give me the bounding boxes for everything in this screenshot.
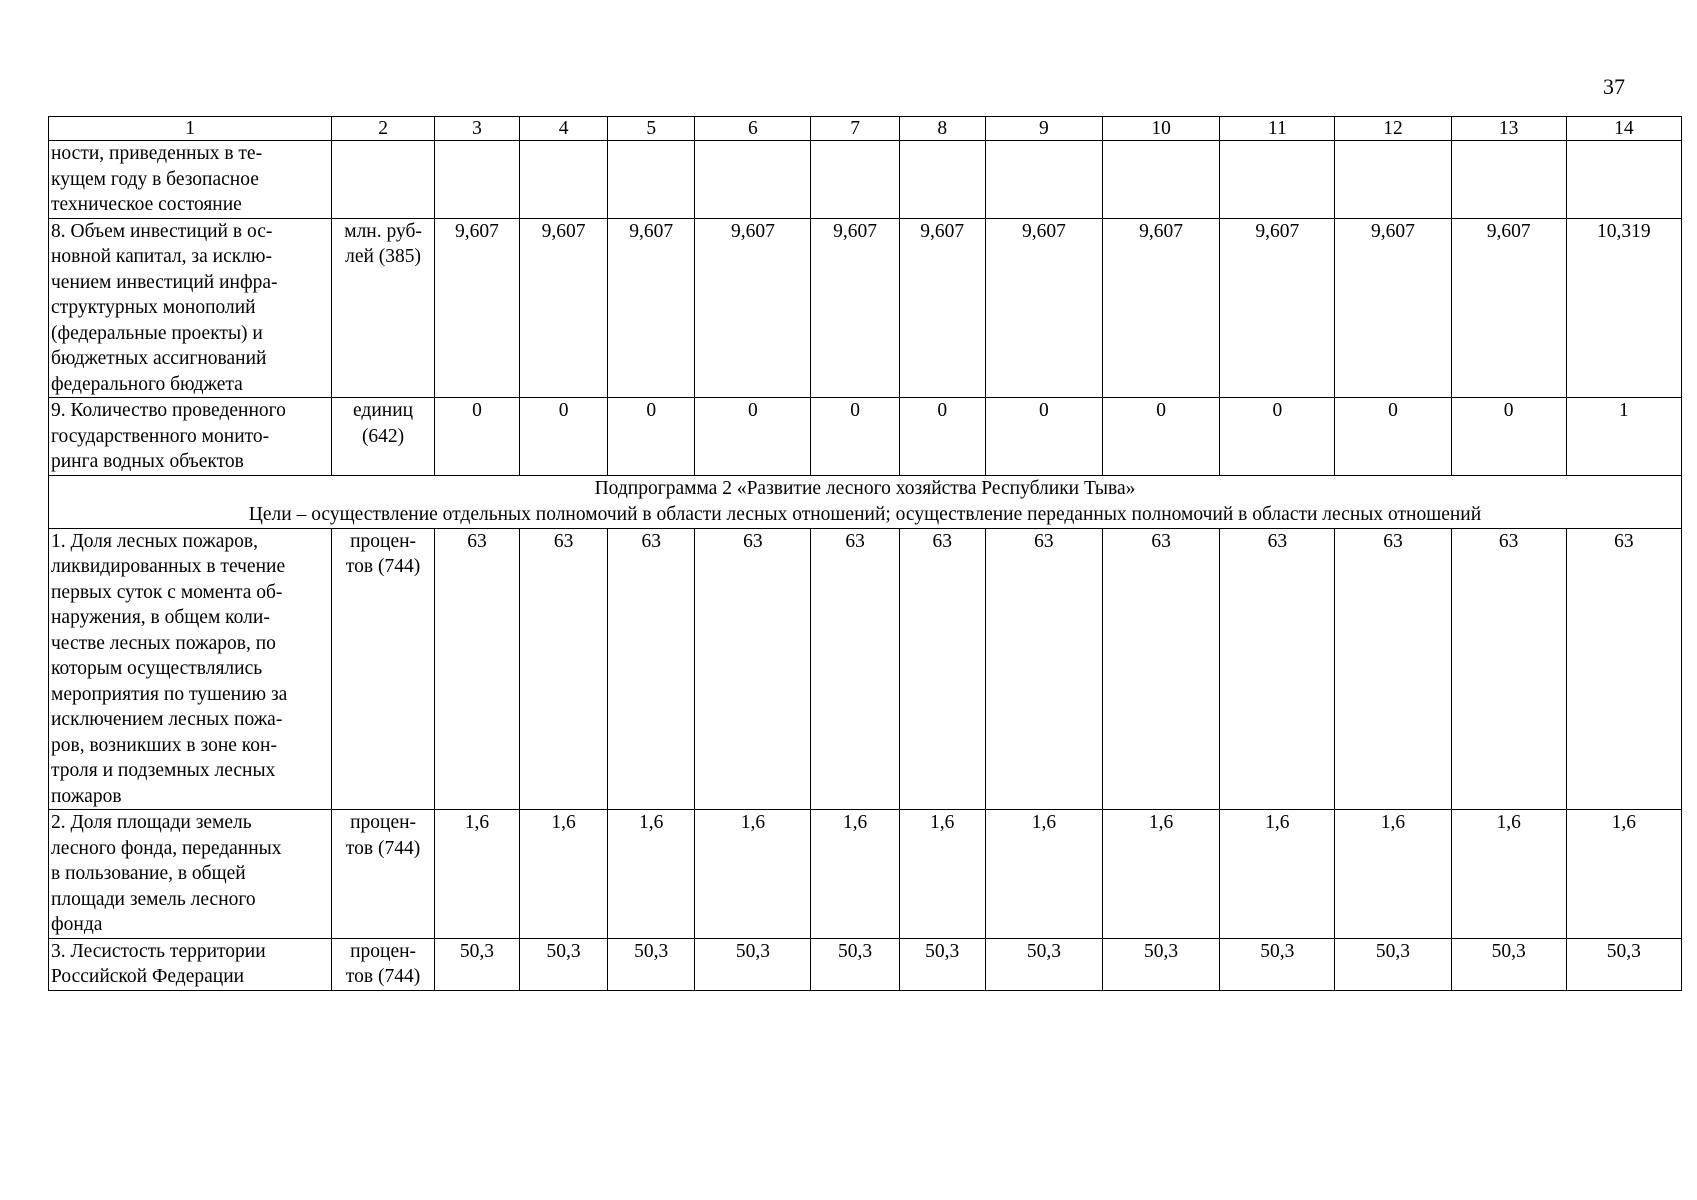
value-cell: 63 (1335, 528, 1451, 810)
value-cell: 1,6 (1220, 810, 1335, 939)
unit-line: единиц (353, 400, 414, 421)
indicator-name-cell (49, 398, 332, 476)
column-number-cell: 4 (519, 117, 607, 141)
value-cell: 1,6 (1566, 810, 1681, 939)
column-number-cell: 8 (899, 117, 985, 141)
value-cell: 50,3 (434, 938, 519, 990)
indicator-name-line: (федеральные проекты) и (51, 322, 263, 344)
value-cell: 9,607 (695, 218, 811, 398)
value-cell (985, 141, 1102, 219)
indicator-name-line: 8. Объем инвестиций в ос- (51, 220, 273, 242)
indicator-name-line: мероприятия по тушению за (51, 683, 288, 705)
value-cell: 9,607 (1103, 218, 1220, 398)
value-cell: 0 (608, 398, 695, 476)
unit-line: млн. руб- (344, 220, 422, 242)
indicator-name-line: площади земель лесного (51, 888, 256, 910)
table-row (49, 810, 1682, 939)
indicator-name-line: которым осуществлялись (51, 658, 263, 679)
table-row (49, 218, 1682, 398)
indicator-name-line: исключением лесных пожа- (51, 709, 283, 730)
value-cell: 50,3 (899, 938, 985, 990)
value-cell: 50,3 (695, 938, 811, 990)
indicator-name-line: лесного фонда, переданных (51, 837, 282, 859)
indicator-name-line: честве лесных пожаров, по (51, 632, 276, 654)
value-cell: 1,6 (899, 810, 985, 939)
column-number-cell: 7 (811, 117, 899, 141)
column-number-cell: 10 (1103, 117, 1220, 141)
value-cell: 63 (434, 528, 519, 810)
column-number-cell: 12 (1335, 117, 1451, 141)
indicator-name-line: федерального бюджета (51, 373, 243, 395)
indicator-name-line: ликвидированных в течение (51, 556, 286, 577)
indicator-name-line: первых суток с момента об- (51, 581, 283, 603)
value-cell: 1,6 (811, 810, 899, 939)
section-cell (49, 475, 1682, 528)
value-cell: 0 (1451, 398, 1566, 476)
table-body (49, 117, 1682, 991)
value-cell: 50,3 (985, 938, 1102, 990)
indicator-name-line: троля и подземных лесных (51, 760, 276, 781)
unit-line: (642) (361, 425, 405, 447)
section-row (49, 475, 1682, 528)
indicator-name-cell (49, 218, 332, 398)
value-cell: 0 (1335, 398, 1451, 476)
indicator-name-line: кущем году в безопасное (51, 168, 259, 190)
value-cell: 50,3 (1335, 938, 1451, 990)
value-cell: 9,607 (899, 218, 985, 398)
value-cell: 9,607 (811, 218, 899, 398)
unit-cell (332, 810, 435, 939)
indicator-name-line: ринга водных объектов (51, 451, 244, 472)
value-cell: 1,6 (434, 810, 519, 939)
column-number-cell: 2 (332, 117, 435, 141)
unit-line: процен- (350, 940, 417, 962)
value-cell (519, 141, 607, 219)
value-cell: 63 (899, 528, 985, 810)
value-cell: 63 (1566, 528, 1681, 810)
indicator-name-line: 1. Доля лесных пожаров, (51, 530, 258, 552)
indicator-name-cell (49, 810, 332, 939)
unit-line: процен- (350, 812, 417, 833)
indicator-name-line: ности, приведенных в те- (51, 143, 263, 164)
subprogram-title: Подпрограмма 2 «Развитие лесного хозяйства Республики Тыва» (594, 477, 1136, 499)
value-cell: 0 (899, 398, 985, 476)
column-number-cell: 3 (434, 117, 519, 141)
unit-cell (332, 528, 435, 810)
value-cell: 1,6 (1451, 810, 1566, 939)
value-cell: 63 (985, 528, 1102, 810)
value-cell: 63 (695, 528, 811, 810)
unit-line: тов (744) (345, 966, 421, 987)
indicator-name-line: в пользование, в общей (51, 863, 246, 884)
unit-cell (332, 141, 435, 219)
indicator-name-line: пожаров (51, 785, 122, 807)
value-cell: 9,607 (434, 218, 519, 398)
indicator-name-line: 2. Доля площади земель (51, 812, 252, 833)
value-cell: 9,607 (608, 218, 695, 398)
table-row (49, 141, 1682, 219)
value-cell: 50,3 (1451, 938, 1566, 990)
unit-cell (332, 398, 435, 476)
indicators-table (48, 116, 1682, 991)
value-cell (811, 141, 899, 219)
indicator-name-cell (49, 141, 332, 219)
page-number: 37 (1603, 74, 1625, 99)
value-cell: 63 (1220, 528, 1335, 810)
column-number-cell: 14 (1566, 117, 1681, 141)
value-cell: 0 (695, 398, 811, 476)
value-cell (695, 141, 811, 219)
value-cell: 0 (519, 398, 607, 476)
table-row (49, 398, 1682, 476)
value-cell: 50,3 (811, 938, 899, 990)
value-cell: 10,319 (1566, 218, 1681, 398)
indicator-name-line: техническое состояние (51, 194, 242, 215)
value-cell: 1,6 (1335, 810, 1451, 939)
value-cell: 9,607 (519, 218, 607, 398)
indicator-name-cell (49, 938, 332, 990)
value-cell: 0 (1220, 398, 1335, 476)
indicator-name-line: чением инвестиций инфра- (51, 271, 278, 293)
indicator-name-line: фонда (51, 914, 103, 935)
indicator-name-line: 3. Лесистость территории (51, 940, 266, 962)
value-cell: 1,6 (695, 810, 811, 939)
table-row (49, 528, 1682, 810)
value-cell: 50,3 (519, 938, 607, 990)
value-cell: 9,607 (1335, 218, 1451, 398)
value-cell: 0 (811, 398, 899, 476)
value-cell: 1,6 (608, 810, 695, 939)
indicator-name-line: 9. Количество проведенного (51, 400, 286, 421)
value-cell: 50,3 (608, 938, 695, 990)
value-cell (608, 141, 695, 219)
unit-cell (332, 218, 435, 398)
indicator-name-line: бюджетных ассигнований (51, 348, 267, 369)
column-number-cell: 11 (1220, 117, 1335, 141)
column-number-row (49, 117, 1682, 141)
indicator-name-line: наружения, в общем коли- (51, 607, 270, 628)
unit-line: тов (744) (345, 556, 421, 577)
column-number-cell: 9 (985, 117, 1102, 141)
indicator-name-line: государственного монито- (51, 425, 270, 447)
value-cell: 63 (519, 528, 607, 810)
indicator-name-line: новной капитал, за исклю- (51, 246, 272, 267)
column-number-cell: 13 (1451, 117, 1566, 141)
value-cell (434, 141, 519, 219)
value-cell: 0 (1103, 398, 1220, 476)
value-cell (1566, 141, 1681, 219)
value-cell (1103, 141, 1220, 219)
unit-line: тов (744) (345, 837, 421, 859)
unit-line: лей (385) (345, 246, 422, 267)
value-cell: 9,607 (1220, 218, 1335, 398)
indicator-name-cell (49, 528, 332, 810)
column-number-cell: 1 (49, 117, 332, 141)
indicator-name-line: Российской Федерации (51, 966, 245, 987)
value-cell: 1,6 (985, 810, 1102, 939)
value-cell: 0 (985, 398, 1102, 476)
value-cell: 63 (1103, 528, 1220, 810)
value-cell: 50,3 (1103, 938, 1220, 990)
value-cell: 9,607 (1451, 218, 1566, 398)
indicator-name-line: ров, возникших в зоне кон- (51, 734, 277, 756)
indicator-name-line: структурных монополий (51, 297, 256, 318)
value-cell: 63 (608, 528, 695, 810)
value-cell (1451, 141, 1566, 219)
unit-cell (332, 938, 435, 990)
value-cell: 1,6 (1103, 810, 1220, 939)
value-cell: 1,6 (519, 810, 607, 939)
subprogram-goals: Цели – осуществление отдельных полномочий в области лесных отношений; осуществление переданных полномочий в области лесных отношений (248, 503, 1482, 525)
column-number-cell: 5 (608, 117, 695, 141)
value-cell: 50,3 (1220, 938, 1335, 990)
table-row (49, 938, 1682, 990)
value-cell (1335, 141, 1451, 219)
value-cell: 63 (1451, 528, 1566, 810)
unit-line: процен- (350, 530, 417, 552)
column-number-cell: 6 (695, 117, 811, 141)
value-cell: 63 (811, 528, 899, 810)
value-cell: 50,3 (1566, 938, 1681, 990)
value-cell: 0 (434, 398, 519, 476)
value-cell (899, 141, 985, 219)
value-cell (1220, 141, 1335, 219)
value-cell: 1 (1566, 398, 1681, 476)
value-cell: 9,607 (985, 218, 1102, 398)
